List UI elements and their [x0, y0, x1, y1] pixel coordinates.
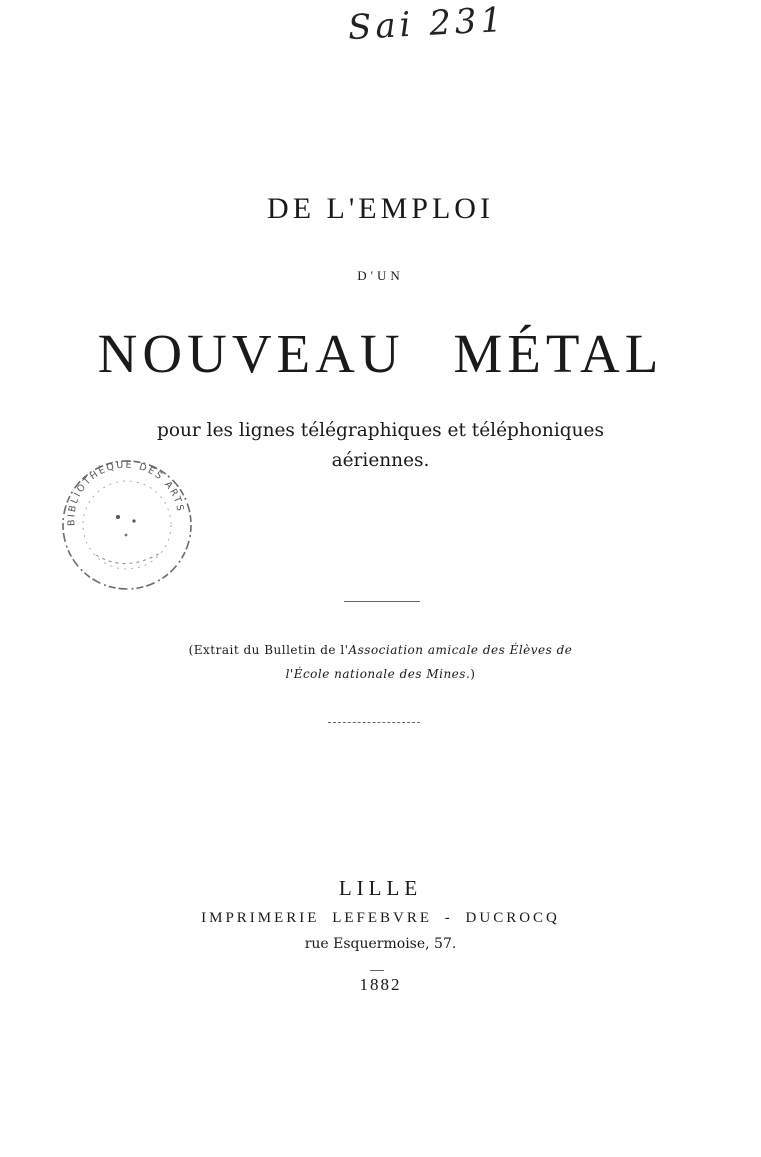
title-line-3: NOUVEAU MÉTAL — [97, 323, 664, 384]
extract-note-line-2 — [0, 667, 761, 681]
title-line-1: DE L'EMPLOI — [267, 192, 494, 225]
subtitle-line-1: pour les lignes télégraphiques et téléphoniques — [157, 420, 604, 441]
imprint-year: 1882 — [359, 975, 402, 994]
title-line-2: D'UN — [357, 268, 404, 283]
svg-text:BIBLIOTHÈQUE DES ARTS: BIBLIOTHÈQUE DES ARTS — [66, 459, 186, 527]
extract-close: .) — [465, 667, 476, 681]
extract-association-name: Association amicale des Élèves de — [348, 643, 573, 657]
shelfmark-handwritten: Sai 231 — [347, 0, 508, 49]
divider-rule — [370, 970, 384, 971]
library-stamp-seal — [56, 455, 198, 595]
extract-school-name: l'École nationale des Mines — [285, 667, 466, 681]
extract-note-line-1 — [0, 643, 761, 657]
subtitle-line-2: aériennes. — [331, 450, 430, 471]
imprint-printer: IMPRIMERIE LEFEBVRE - DUCROCQ — [201, 910, 560, 926]
extract-open-paren: ( — [188, 643, 194, 657]
divider-rule — [328, 722, 420, 723]
imprint-address: rue Esquermoise, 57. — [304, 936, 457, 952]
divider-rule — [344, 601, 420, 602]
imprint-city: LILLE — [338, 876, 423, 900]
extract-text: Extrait du Bulletin de l' — [193, 643, 349, 657]
